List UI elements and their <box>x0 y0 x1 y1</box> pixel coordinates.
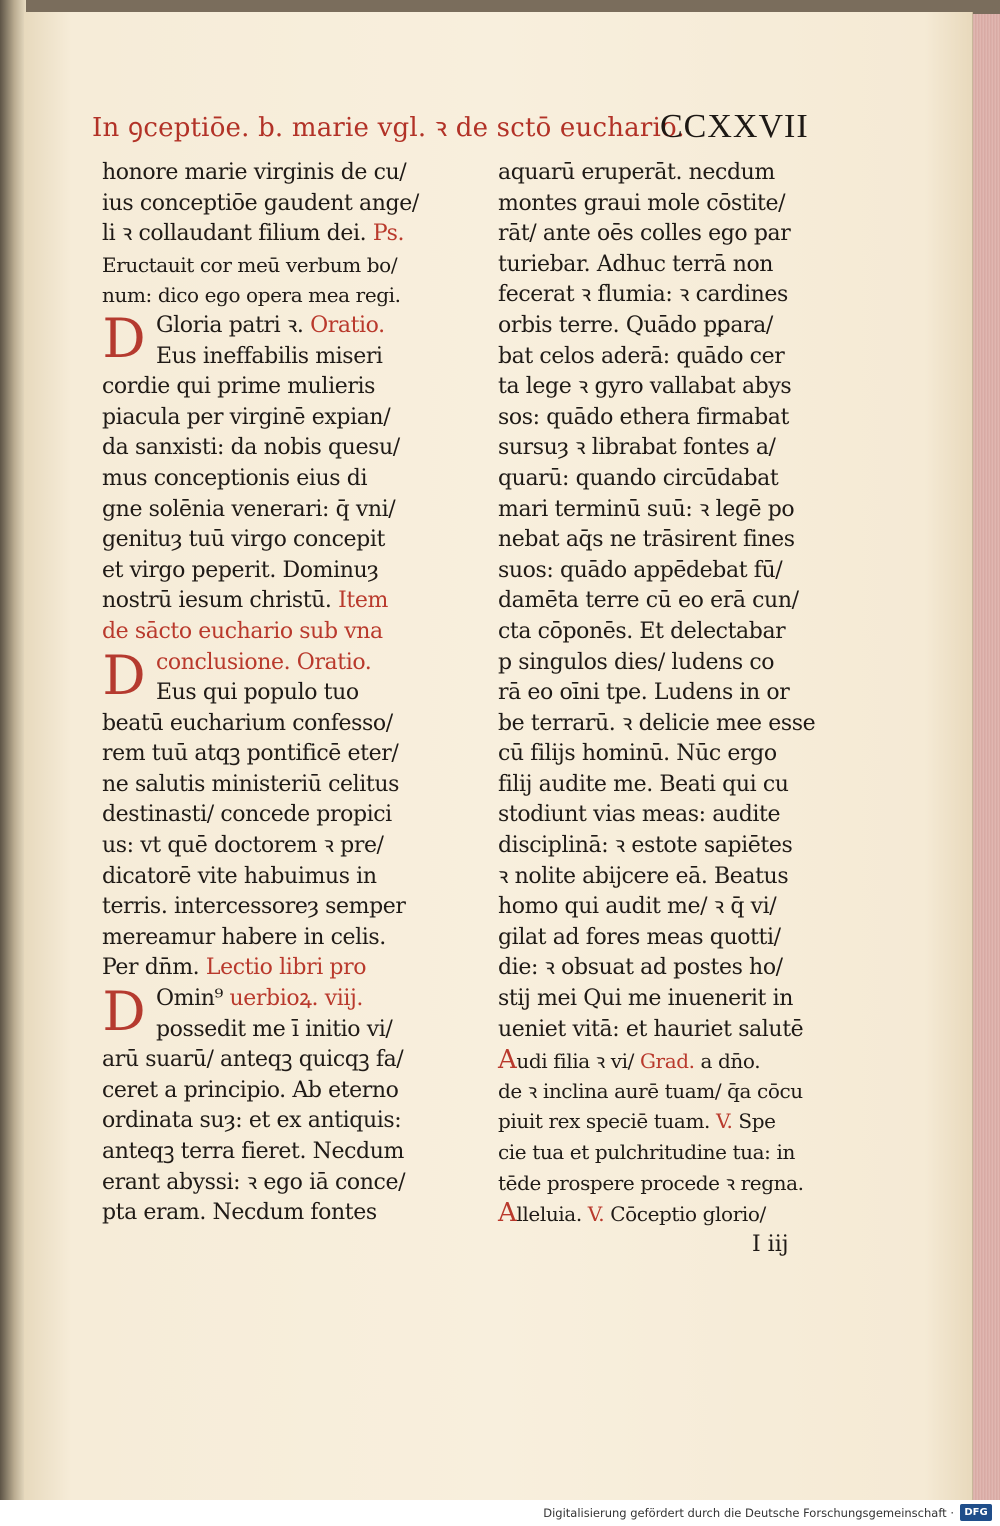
text-line: bat celos aderā: quādo cer <box>498 343 785 369</box>
text-line: gne solēnia venerari: q̄ vni/ <box>102 496 396 522</box>
text-line: genituȝ tuū virgo concepit <box>102 527 385 553</box>
text-line: ꝛ nolite abijcere eā. Beatus <box>498 863 789 889</box>
rubric-psalm: Ps. <box>372 221 405 247</box>
binding-edge <box>0 0 26 1500</box>
text-line: disciplinā: ꝛ estote sapiētes <box>498 833 793 859</box>
text-line: nostrū iesum christū. Item <box>102 588 388 614</box>
text-line: die: ꝛ obsuat ad postes ho/ <box>498 955 783 981</box>
text-line: anteqꝫ terra fieret. Necdum <box>102 1139 404 1164</box>
text-line: da sanxisti: da nobis quesu/ <box>102 435 400 461</box>
text-line: possedit me ī initio vi/ <box>156 1016 393 1042</box>
text-line: num: dico ego opera mea regi. <box>102 283 401 308</box>
text-line: rāt/ ante oēs colles ego par <box>498 221 791 247</box>
text-line: dicatorē vite habuimus in <box>102 863 377 889</box>
text-line: orbis terre. Quādo pꝑara/ <box>498 312 773 338</box>
text-line: piuit rex speciē tuam. V. Spe <box>498 1109 776 1134</box>
rubric-line: de sācto euchario sub vna <box>102 618 383 644</box>
dfg-logo: DFG <box>960 1504 992 1521</box>
rubric-proverbiorum: uerbioꝝ. viij. <box>229 986 364 1012</box>
text-line: ius conceptiōe gaudent ange/ <box>102 190 419 216</box>
running-title: In ꝯceptiōe. b. marie vgl. ꝛ de sctō euchario. <box>92 113 685 143</box>
rubricated-initial: D <box>102 980 146 1044</box>
text-line: Eus qui populo tuo <box>156 680 359 706</box>
text-line: filij audite me. Beati qui cu <box>498 771 789 797</box>
rubric-lectio: Lectio libri pro <box>205 955 367 981</box>
text-line: honore marie virginis de cu/ <box>102 160 407 185</box>
text-line: stij mei Qui me inuenerit in <box>498 986 793 1012</box>
text-line: cta cōponēs. Et delectabar <box>498 618 786 644</box>
text-line: arū suarū/ anteqꝫ quicqꝫ fa/ <box>102 1047 404 1073</box>
text-line: ordinata suȝ: et ex antiquis: <box>102 1108 402 1134</box>
rubric-initial-a: A <box>498 1045 517 1076</box>
text-line: damēta terre cū eo erā cun/ <box>498 588 799 614</box>
text-line: aquarū eruperāt. necdum <box>498 160 775 185</box>
rubric-versicle: V. <box>587 1202 605 1227</box>
text-line: Eructauit cor meū verbum bo/ <box>102 252 398 277</box>
text-line: sos: quādo ethera firmabat <box>498 404 789 430</box>
text-line: us: vt quē doctorem ꝛ pre/ <box>102 833 384 859</box>
rubricated-initial: D <box>102 643 146 707</box>
text-line: rā eo oīni tpe. Ludens in or <box>498 680 790 706</box>
text-line: rem tuū atqꝫ pontificē eter/ <box>102 741 399 767</box>
text-line: homo qui audit me/ ꝛ q̄ vi/ <box>498 894 777 920</box>
text-line: mereamur habere in celis. <box>102 924 386 950</box>
rubricated-initial: D <box>102 306 146 370</box>
left-text-column <box>102 158 448 1229</box>
text-line: sursuȝ ꝛ librabat fontes a/ <box>498 435 776 461</box>
text-line: ceret a principio. Ab eterno <box>102 1077 399 1103</box>
rubric-initial-a: A <box>498 1198 517 1229</box>
right-text-column <box>498 158 844 1229</box>
text-line: ne salutis ministeriū celitus <box>102 771 400 797</box>
text-line: beatū eucharium confesso/ <box>102 710 393 736</box>
text-line: mari terminū suū: ꝛ legē po <box>498 496 795 522</box>
text-line: suos: quādo appēdebat fū/ <box>498 557 783 583</box>
folio-number: CCXXVII <box>660 108 809 145</box>
text-line: de ꝛ inclina aurē tuam/ q̄a cōcu <box>498 1078 803 1103</box>
text-line: p singulos dies/ ludens co <box>498 649 775 675</box>
text-line: montes graui mole cōstite/ <box>498 190 786 216</box>
text-line: gilat ad fores meas quotti/ <box>498 924 781 950</box>
text-line: Omin⁹ uerbioꝝ. viij. <box>156 986 364 1012</box>
oratio-block-2 <box>102 643 448 709</box>
rubric-line: conclusione. Oratio. <box>156 649 372 675</box>
text-line: Audi filia ꝛ vi/ Grad. a dn̄o. <box>498 1045 761 1076</box>
signature-mark: I iij <box>752 1232 789 1257</box>
text-line: nebat aq̄s ne trāsirent fines <box>498 527 795 553</box>
rubric-graduale: Grad. <box>639 1049 695 1074</box>
running-header <box>92 108 832 152</box>
text-line: Gloria patri ꝛ. Oratio. <box>156 312 385 338</box>
text-line: Per dn̄m. Lectio libri pro <box>102 955 367 981</box>
text-line: tēde prospere procede ꝛ regna. <box>498 1170 804 1195</box>
text-line: et virgo peperit. Dominuȝ <box>102 557 379 583</box>
text-line: erant abyssi: ꝛ ego iā conce/ <box>102 1169 406 1195</box>
rubric-versicle: V. <box>715 1109 733 1134</box>
text-line: destinasti/ concede propici <box>102 802 392 828</box>
text-line: cū filijs hominū. Nūc ergo <box>498 741 777 767</box>
footer-bar <box>0 1500 1000 1526</box>
text-line: li ꝛ collaudant filium dei. Ps. <box>102 221 405 247</box>
text-line: turiebar. Adhuc terrā non <box>498 251 774 277</box>
text-line: mus conceptionis eius di <box>102 465 368 491</box>
text-line: stodiunt vias meas: audite <box>498 802 781 828</box>
rubric-item: Item <box>338 588 388 614</box>
text-line: be terrarū. ꝛ delicie mee esse <box>498 710 816 736</box>
text-line: cordie qui prime mulieris <box>102 374 375 400</box>
text-line: Eus ineffabilis miseri <box>156 343 383 369</box>
text-line: pta eram. Necdum fontes <box>102 1200 377 1226</box>
text-line: quarū: quando circūdabat <box>498 465 779 491</box>
text-line: ueniet vitā: et hauriet salutē <box>498 1016 804 1042</box>
text-line: cie tua et pulchritudine tua: in <box>498 1140 795 1164</box>
rubric-oratio: Oratio. <box>310 312 385 338</box>
text-line: fecerat ꝛ flumia: ꝛ cardines <box>498 282 788 308</box>
text-line: piacula per virginē expian/ <box>102 404 391 430</box>
text-line: terris. intercessoreȝ semper <box>102 894 406 920</box>
lectio-block <box>102 980 448 1045</box>
text-line: Alleluia. V. Cōceptio glorio/ <box>498 1198 766 1229</box>
text-line: ta lege ꝛ gyro vallabat abys <box>498 374 792 400</box>
oratio-block-1 <box>102 306 448 372</box>
footer-credit: Digitalisierung gefördert durch die Deutsche Forschungsgemeinschaft · <box>543 1506 954 1520</box>
